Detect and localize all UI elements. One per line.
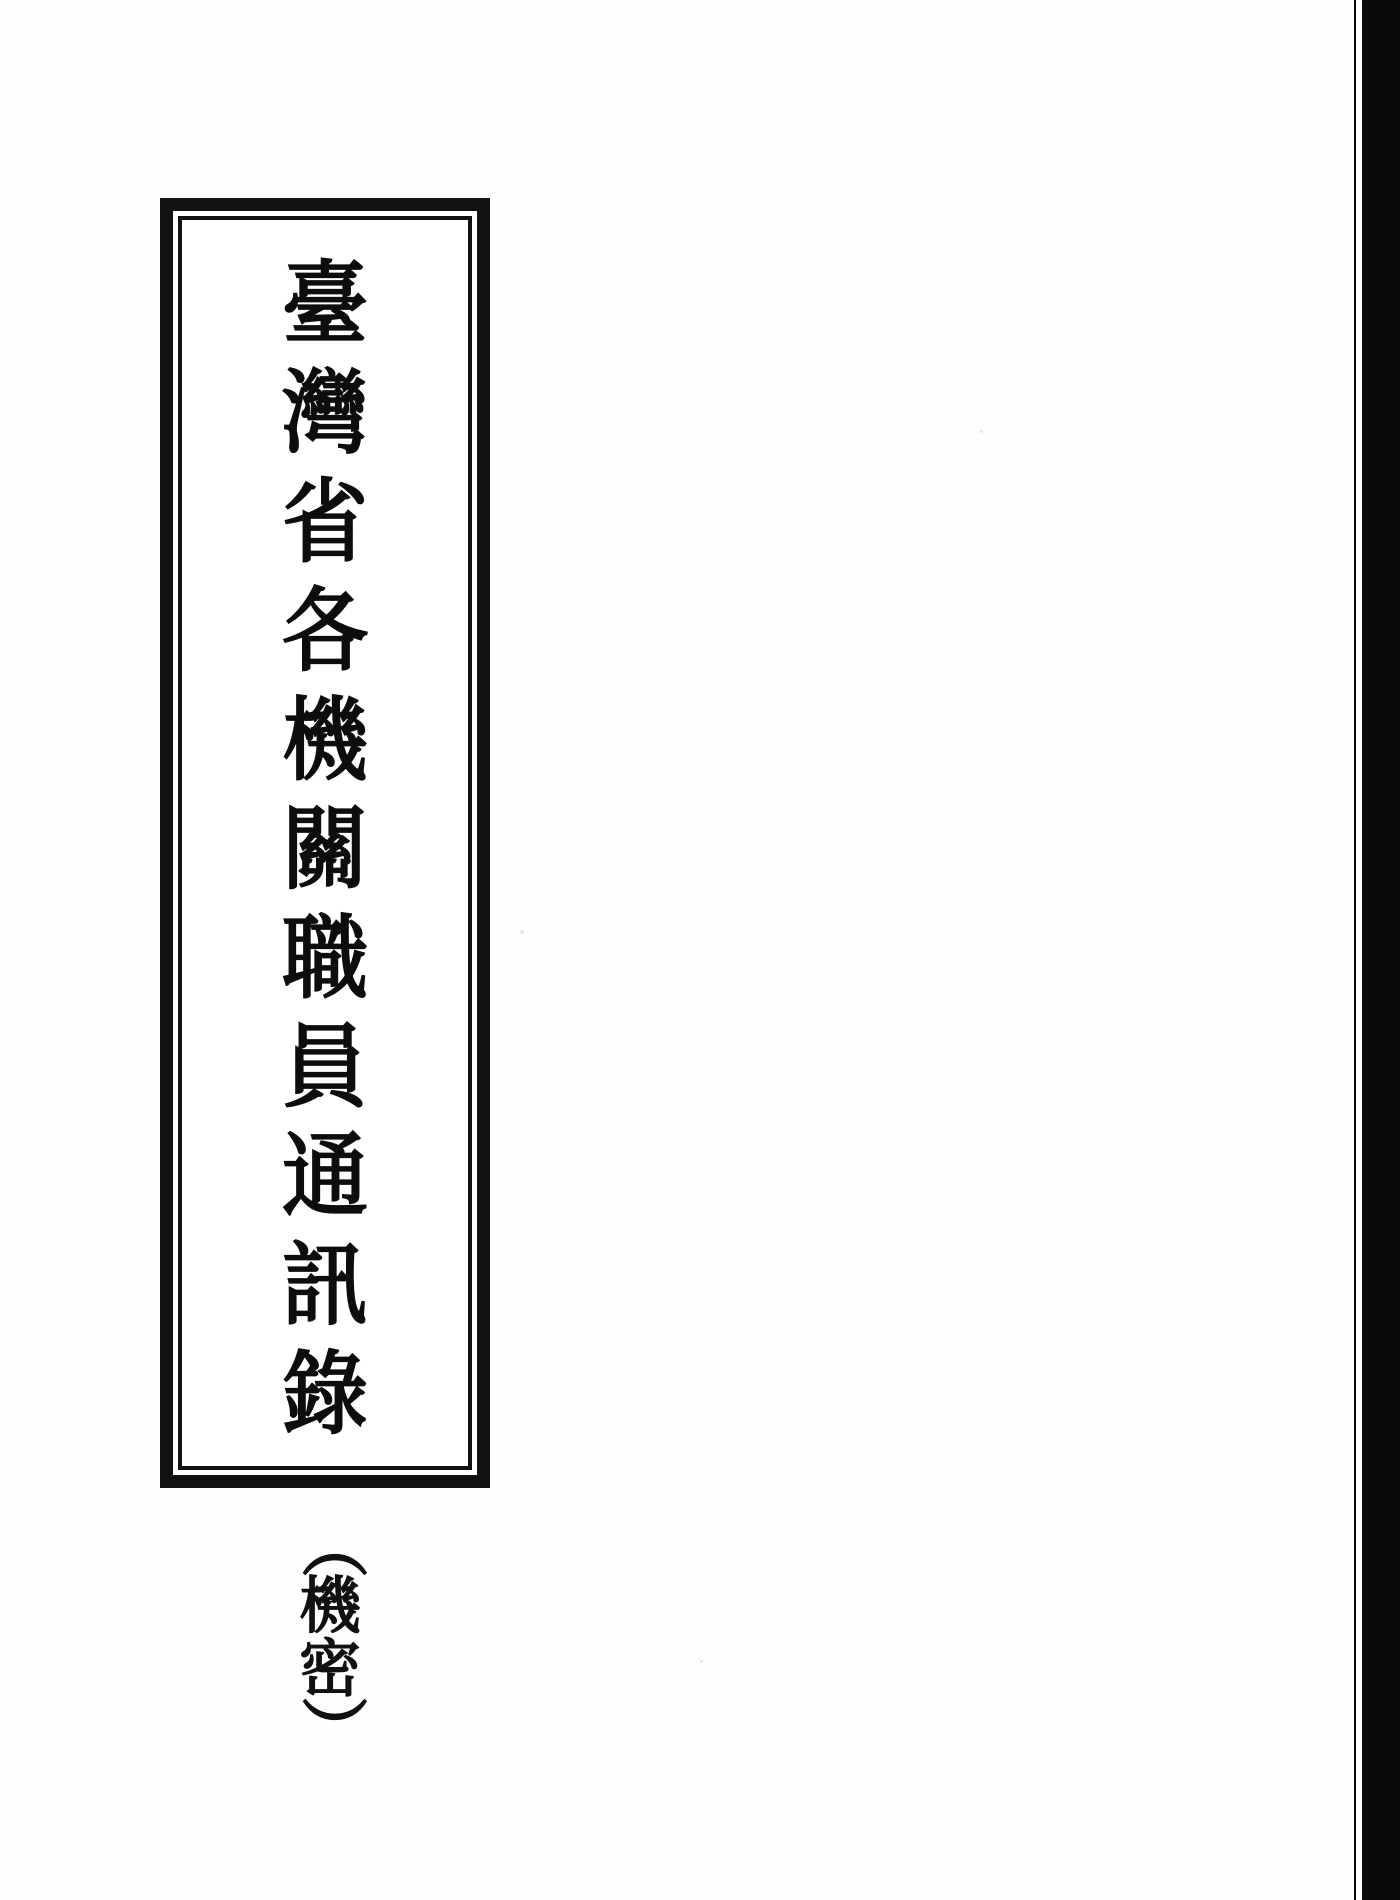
title-cartouche-gap (173, 211, 477, 1475)
classification-char: 密 (298, 1632, 361, 1706)
title-char: 訊 (282, 1231, 368, 1339)
title-char: 職 (282, 904, 368, 1012)
title-cartouche (160, 198, 490, 1488)
title-char: 省 (282, 468, 368, 576)
paper-speckle (520, 930, 524, 934)
title-char: 機 (282, 686, 368, 794)
classification-open-paren: （ (294, 1512, 372, 1578)
title-char: 錄 (282, 1340, 368, 1448)
title-char: 員 (282, 1013, 368, 1121)
title-char: 各 (282, 577, 368, 685)
scan-edge-highlight (1356, 0, 1362, 1900)
book-title-vertical (182, 220, 468, 1466)
classification-char: 機 (298, 1569, 361, 1642)
classification-marking (255, 1512, 405, 1763)
title-char: 關 (282, 795, 368, 903)
classification-close-paren: ） (294, 1696, 372, 1763)
title-cartouche-inner-rule (178, 216, 472, 1470)
title-char: 臺 (282, 250, 368, 358)
title-char: 灣 (282, 359, 368, 467)
title-char: 通 (282, 1122, 368, 1230)
paper-speckle (980, 430, 983, 433)
paper-speckle (700, 1660, 703, 1663)
